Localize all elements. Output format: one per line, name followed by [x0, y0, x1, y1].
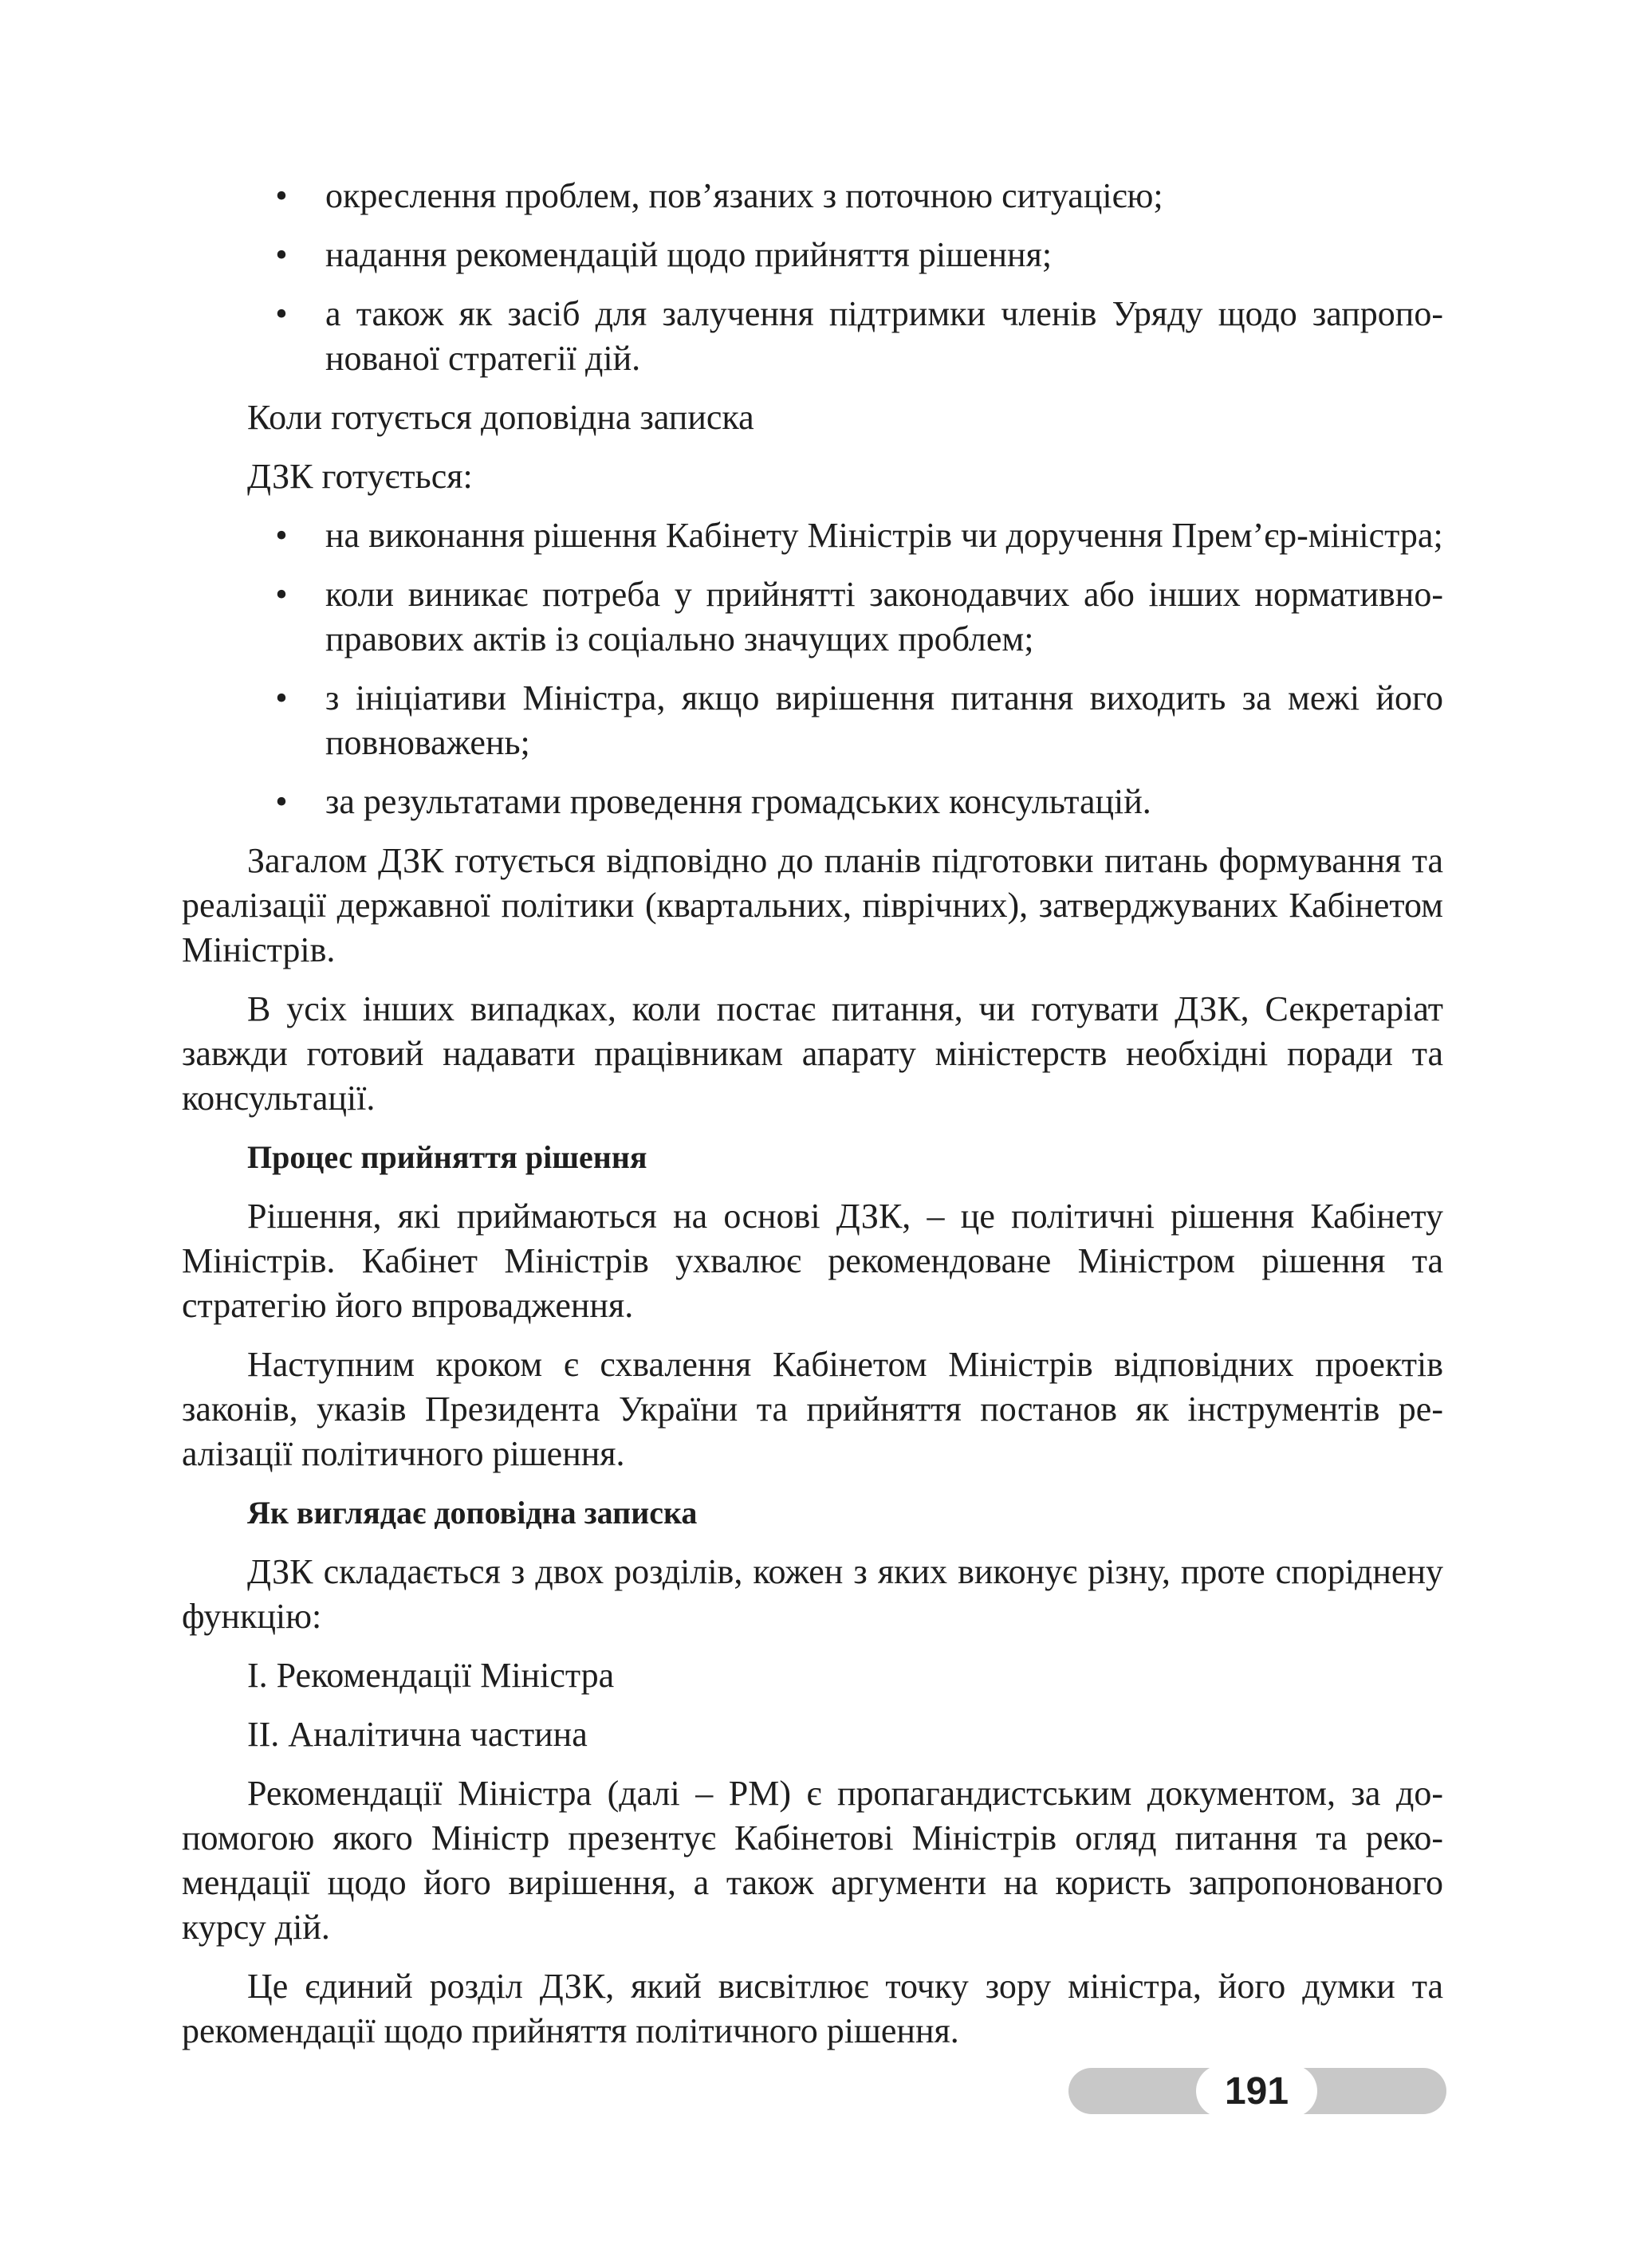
paragraph: Рекомендації Міністра (далі – РМ) є пропагандистським документом, за допомогою якого Міністр презентує Кабінетові Міністрів огляд питання та рекомендації щодо його вирішення, а також аргументи на користь запропонованого курсу дій.: [182, 1774, 1443, 1947]
list-item-text: окреслення проблем, пов’язаних з поточною ситуацією;: [325, 176, 1163, 215]
bullet-list-occasions: [182, 513, 1443, 824]
list-item-text: на виконання рішення Кабінету Міністрів чи доручення Прем’єр-міністра;: [325, 516, 1443, 555]
list-item: [182, 233, 1443, 277]
when-prepared-title: Коли готується доповідна записка: [247, 398, 754, 437]
section-heading-appearance: Як виглядає доповідна записка: [247, 1495, 698, 1531]
list-item-text: а також як засіб для залучення підтримки членів Уряду щодо запропонованої стратегії дій.: [325, 294, 1443, 378]
page-number: 191: [1196, 2065, 1317, 2117]
list-item: [182, 780, 1443, 824]
bullet-icon: •: [275, 782, 288, 821]
bullet-icon: •: [275, 575, 288, 614]
bullet-icon: •: [275, 516, 288, 555]
list-item: [182, 292, 1443, 381]
paragraph: Загалом ДЗК готується відповідно до планів підготовки питань формування та реалізації державної політики (квартальних, піврічних), затверджуваних Кабінетом Міністрів.: [182, 841, 1443, 969]
bullet-icon: •: [275, 176, 288, 215]
list-item: [182, 174, 1443, 218]
section-item-2: II. Аналітична частина: [247, 1715, 588, 1754]
list-item: [182, 676, 1443, 765]
dzk-prepared-label: ДЗК готується:: [247, 457, 473, 496]
bullet-list-purposes: [182, 174, 1443, 381]
section-heading-decision: Процес прийняття рішення: [247, 1139, 647, 1175]
bullet-icon: •: [275, 678, 288, 717]
paragraph: В усіх інших випадках, коли постає питання, чи готувати ДЗК, Секретаріат завжди готовий надавати працівникам апарату міністерств необхідні поради та консультації.: [182, 989, 1443, 1118]
list-item: [182, 572, 1443, 662]
paragraph: ДЗК складається з двох розділів, кожен з яких виконує різну, проте споріднену функцію:: [182, 1552, 1443, 1636]
list-item-text: з ініціативи Міністра, якщо вирішення питання виходить за межі його повноважень;: [325, 678, 1443, 762]
document-page: [182, 174, 1443, 2068]
list-item-text: коли виникає потреба у прийнятті законодавчих або інших нормативно-правових актів із соціально значущих проблем;: [325, 575, 1443, 658]
section-item-1: I. Рекомендації Міністра: [247, 1656, 615, 1695]
list-item: [182, 513, 1443, 558]
list-item-text: за результатами проведення громадських консультацій.: [325, 782, 1151, 821]
list-item-text: надання рекомендацій щодо прийняття рішення;: [325, 235, 1053, 274]
bullet-icon: •: [275, 294, 288, 333]
paragraph: Це єдиний розділ ДЗК, який висвітлює точку зору міністра, його думки та рекомендації щодо прийняття політичного рішення.: [182, 1967, 1443, 2050]
paragraph: Рішення, які приймаються на основі ДЗК, – це політичні рішення Кабінету Міністрів. Кабінет Міністрів ухвалює рекомендоване Міністром рішення та стратегію його впровадження.: [182, 1197, 1443, 1325]
bullet-icon: •: [275, 235, 288, 274]
paragraph: Наступним кроком є схвалення Кабінетом Міністрів відповідних проектів законів, указів Президента України та прийняття постанов як інструментів реалізації політичного рішення.: [182, 1345, 1443, 1473]
